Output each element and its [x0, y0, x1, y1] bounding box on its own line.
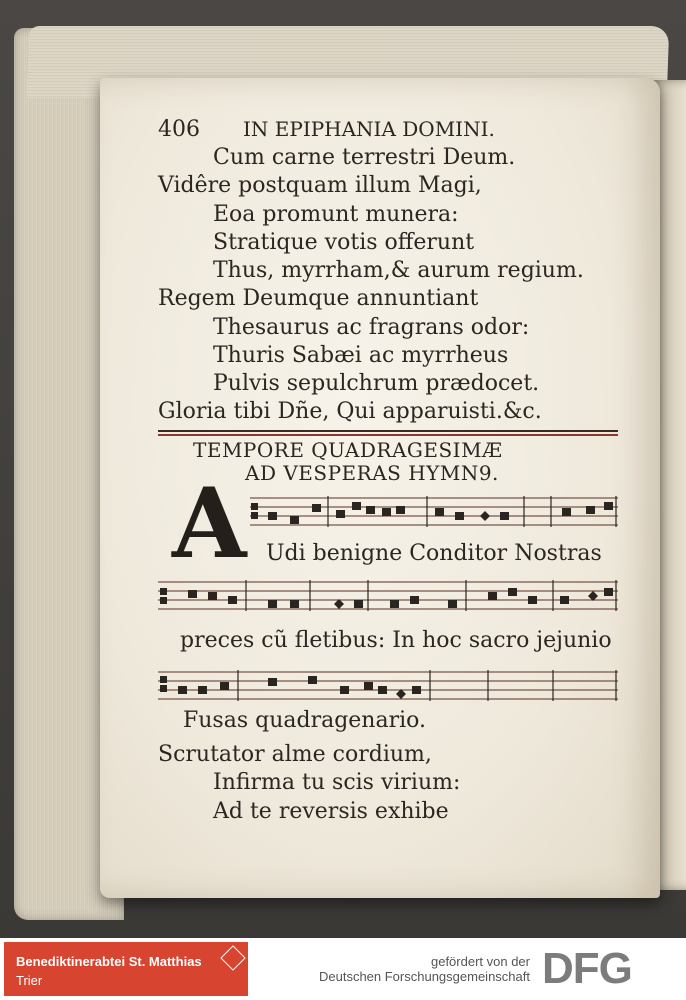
- institution-name: Benediktinerabtei St. Matthias: [16, 954, 202, 969]
- verse-line: Vidêre postquam illum Magi,: [158, 173, 482, 198]
- funding-note-line-1: gefördert von der: [430, 954, 530, 969]
- verse-line: Ad te reversis exhibe: [213, 799, 449, 824]
- verse-line: Regem Deumque annuntiant: [158, 286, 479, 311]
- verse-line: Cum carne terrestri Deum.: [213, 145, 516, 170]
- verse-line: Thuris Sabæi ac myrrheus: [213, 343, 509, 368]
- verse-line: Infirma tu scis virium:: [213, 770, 461, 795]
- institution-city: Trier: [16, 973, 43, 988]
- lyric-line-2: preces cũ fletibus: In hoc sacro jejunio: [180, 628, 612, 653]
- music-staff-1: [250, 494, 620, 540]
- dfg-logo[interactable]: DFG: [542, 944, 632, 993]
- verse-line: Stratique votis offerunt: [213, 230, 475, 255]
- verse-line: Pulvis sepulchrum prædocet.: [213, 371, 540, 396]
- section-heading: TEMPORE QUADRAGESIMÆ: [193, 438, 503, 462]
- verse-line: Eoa promunt munera:: [213, 202, 459, 227]
- verse-line: Thesaurus ac fragrans odor:: [213, 315, 530, 340]
- section-subheading: AD VESPERAS HYMN9.: [245, 461, 499, 485]
- emblem-icon: [220, 945, 245, 970]
- running-title: IN EPIPHANIA DOMINI.: [243, 117, 495, 141]
- music-staff-2: [158, 578, 620, 624]
- verse-line: Gloria tibi Dñe, Qui apparuisti.&c.: [158, 399, 542, 424]
- decorated-initial: A: [172, 467, 247, 580]
- institution-badge[interactable]: [4, 942, 248, 996]
- lyric-line-3: Fusas quadragenario.: [183, 708, 426, 733]
- section-divider: [158, 430, 618, 432]
- lyric-line-1: Udi benigne Conditor Nostras: [266, 541, 602, 566]
- verse-line: Scrutator alme cordium,: [158, 742, 432, 767]
- page-number: 406: [158, 117, 200, 142]
- verse-line: Thus, myrrham,& aurum regium.: [213, 258, 584, 283]
- section-divider-red: [158, 434, 618, 436]
- footer-bar: [0, 938, 686, 1000]
- funding-note-line-2: Deutschen Forschungsgemeinschaft: [318, 969, 530, 984]
